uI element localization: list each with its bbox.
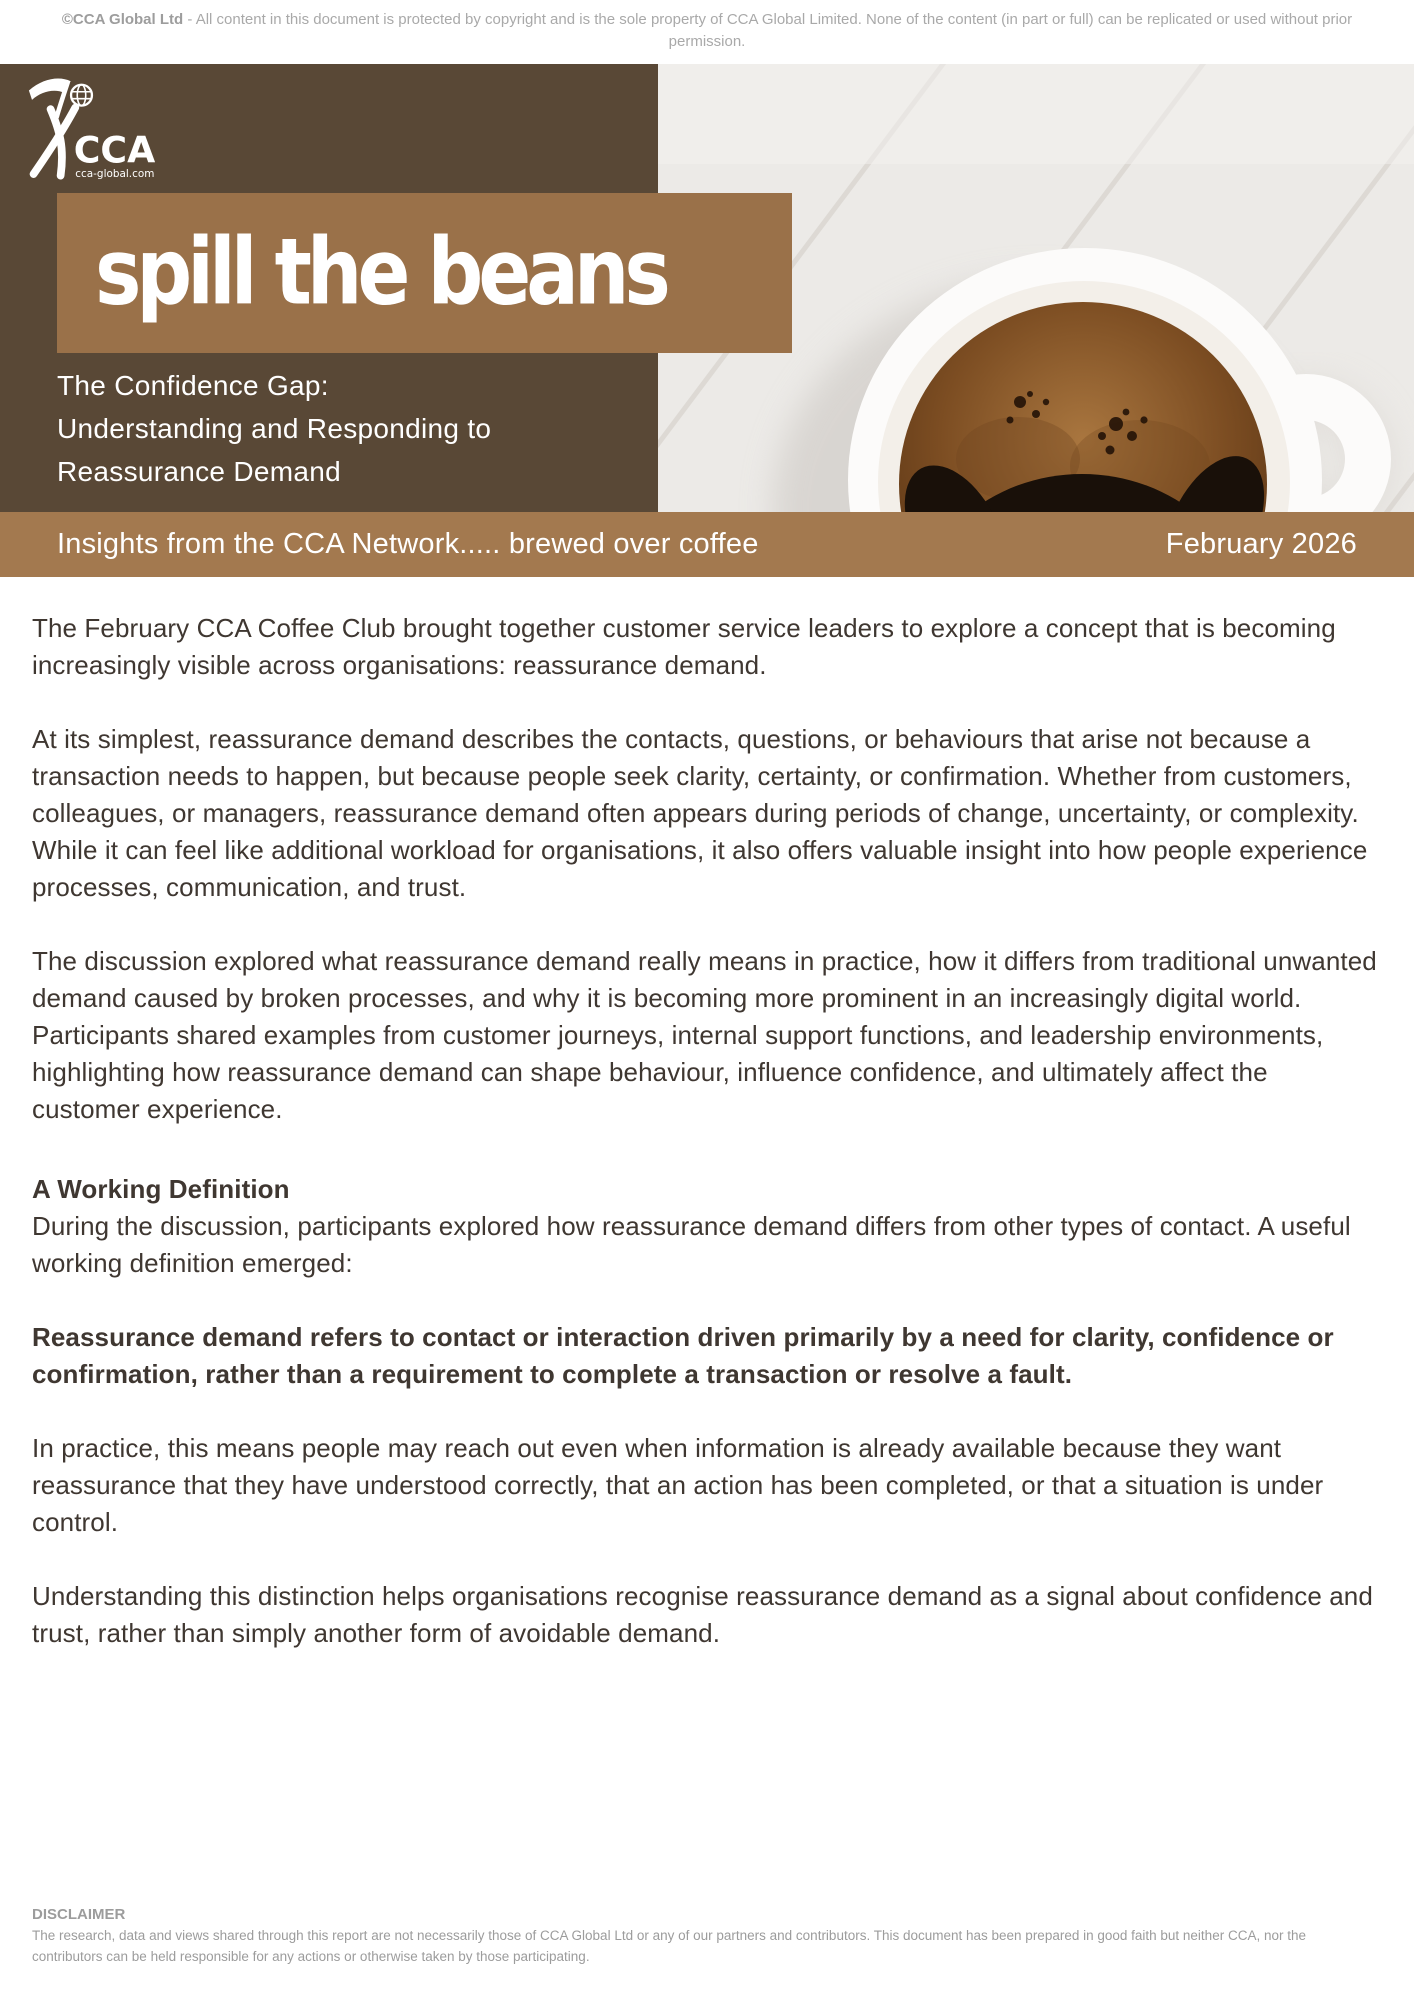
subtitle	[57, 364, 491, 493]
logo-domain: cca-global.com	[75, 168, 155, 181]
title-band	[57, 193, 792, 353]
issue-date: February 2026	[1165, 528, 1357, 560]
section-heading-working-definition: A Working Definition	[32, 1174, 290, 1204]
disclaimer-heading: DISCLAIMER	[32, 1906, 126, 1923]
page-title: spill the beans	[95, 219, 666, 327]
paragraph-definition: Reassurance demand refers to contact or interaction driven primarily by a need for clarity, confidence or confirmation, rather than a requirement to complete a transaction or resolve a fault.	[32, 1322, 1334, 1389]
subtitle-line: Reassurance Demand	[57, 456, 341, 487]
copyright-notice	[0, 0, 1414, 64]
paragraph-definition-lead: During the discussion, participants explored how reassurance demand differs from other types of contact. A useful working definition emerged:	[32, 1211, 1351, 1278]
logo-wordmark: CCA	[73, 128, 156, 172]
paragraph-definition-body-2: Understanding this distinction helps organisations recognise reassurance demand as a signal about confidence and trust, rather than simply another form of avoidable demand.	[32, 1581, 1373, 1648]
paragraph-intro-3: The discussion explored what reassurance demand really means in practice, how it differs from traditional unwanted demand caused by broken processes, and why it is becoming more prominent in an increasingly digital world. Participants shared examples from customer journeys, internal support functions, and leadership environments, highlighting how reassurance demand can shape behaviour, influence confidence, and ultimately affect the customer experience.	[32, 946, 1377, 1124]
subtitle-line: Understanding and Responding to	[57, 413, 492, 444]
paragraph-definition-body-1: In practice, this means people may reach out even when information is already available because they want reassurance that they have understood correctly, that an action has been completed, or that a situation is under control.	[32, 1433, 1324, 1537]
footer	[32, 1905, 1377, 1967]
paragraph-intro-1: The February CCA Coffee Club brought together customer service leaders to explore a concept that is becoming increasingly visible across organisations: reassurance demand.	[32, 613, 1336, 680]
cca-logo	[24, 72, 156, 193]
disclaimer-text: The research, data and views shared through this report are not necessarily those of CCA Global Ltd or any of our partners and contributors. This document has been prepared in good faith but neither CCA, nor the contributors can be held responsible for any actions or otherwise taken by those participating.	[32, 1928, 1306, 1964]
copyright-owner: ©CCA Global Ltd	[61, 11, 184, 28]
article-body	[0, 577, 1414, 1689]
copyright-text: - All content in this document is protected by copyright and is the sole property of CCA Global Limited. None of the content (in part or full) can be replicated or used without prior permission.	[183, 11, 1353, 50]
logo-figure-icon	[24, 72, 156, 188]
tagline-bar	[0, 512, 1414, 577]
paragraph-intro-2: At its simplest, reassurance demand describes the contacts, questions, or behaviours that arise not because a transaction needs to happen, but because people seek clarity, certainty, or confirmation. Whether from customers, colleagues, or managers, reassurance demand often appears during periods of change, uncertainty, or complexity. While it can feel like additional workload for organisations, it also offers valuable insight into how people experience processes, communication, and trust.	[32, 724, 1368, 902]
masthead	[0, 64, 1414, 512]
subtitle-line: The Confidence Gap:	[57, 370, 329, 401]
tagline: Insights from the CCA Network..... brewed over coffee	[57, 528, 759, 560]
